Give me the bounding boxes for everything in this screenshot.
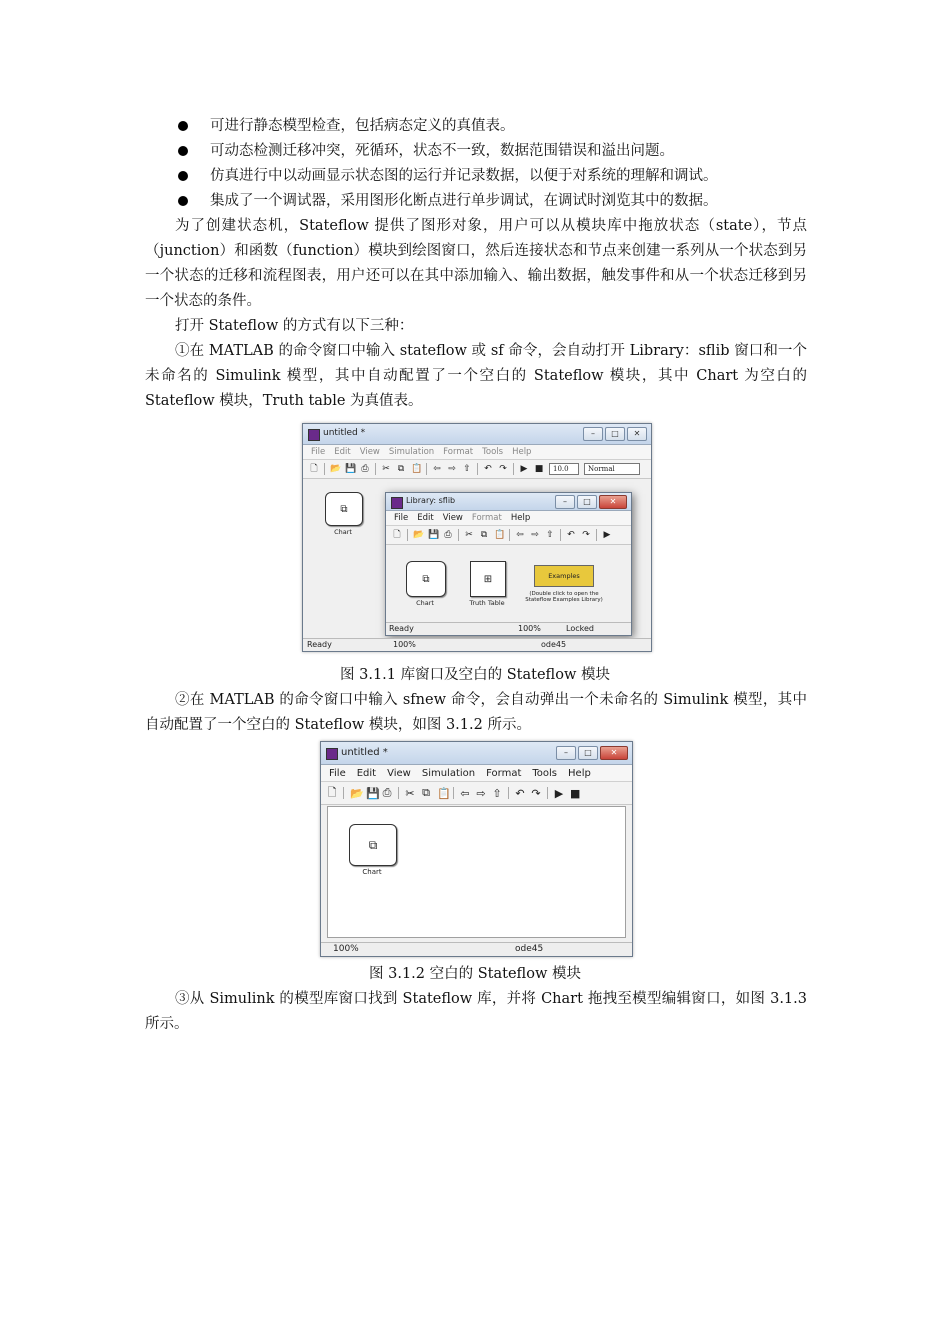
paste-icon[interactable]: 📋 [494,530,506,540]
model-status-bar [321,942,632,956]
status-locked: Locked [566,624,594,633]
separator [596,529,597,541]
separator [560,529,561,541]
chart-label: Chart [334,528,352,536]
print-icon[interactable]: ⎙ [361,464,369,474]
menu-view[interactable]: View [387,767,411,779]
bullet-dot-icon [178,171,188,181]
separator [324,463,325,475]
bullet-item [178,164,718,189]
redo-icon[interactable]: ↷ [582,530,590,540]
window-title: untitled * [323,428,366,438]
copy-icon[interactable]: ⧉ [397,464,405,474]
stop-icon[interactable]: ■ [570,786,581,800]
stateflow-chart-icon: ⧉ [422,573,430,585]
separator [508,787,509,799]
bullet-item [178,189,718,214]
play-icon[interactable]: ▶ [520,464,528,474]
print-icon[interactable]: ⎙ [444,530,452,540]
bullet-text: 集成了一个调试器，采用图形化断点进行单步调试，在调试时浏览其中的数据。 [210,193,718,209]
undo-icon[interactable]: ↶ [515,786,525,800]
menu-edit[interactable]: Edit [356,767,377,779]
menu-view[interactable]: View [442,513,463,523]
simulink-icon [308,429,320,441]
figure-caption-2: 图 3.1.2 空白的 Stateflow 模块 [369,966,581,982]
paragraph-intro: 为了创建状态机，Stateflow 提供了图形对象，用户可以从模块库中拖放状态（state），节点（junction）和函数（function）模块到绘图窗口，然后连接状态和节点来创建一系列从一个状态到另一个状态的迁移和流程图表，用户还可以在其中添加输入、输出数据，触发事件和从一个状态迁移到另一个状态的条件。 [145,218,807,309]
menu-file[interactable]: File [311,447,326,457]
print-icon[interactable]: ⎙ [382,786,392,799]
model-canvas[interactable] [327,806,626,938]
separator [407,529,408,541]
paste-icon[interactable]: 📋 [437,786,451,800]
lib-chart-block[interactable] [406,561,446,597]
menu-simulation[interactable]: Simulation [421,767,476,779]
separator [375,463,376,475]
forward-arrow-icon[interactable]: ⇨ [448,464,456,474]
undo-icon[interactable]: ↶ [567,530,575,540]
paragraph-method-3: ③从 Simulink 的模型库窗口找到 Stateflow 库，并将 Chart 拖拽至模型编辑窗口，如图 3.1.3 所示。 [145,991,807,1032]
menu-bar [321,765,632,782]
cut-icon[interactable]: ✂ [405,786,415,800]
undo-icon[interactable]: ↶ [484,464,492,474]
paragraph-method-2: ②在 MATLAB 的命令窗口中输入 sfnew 命令，会自动弹出一个未命名的 Simulink 模型，其中自动配置了一个空白的 Stateflow 模块，如图 3.1.2 所示。 [145,692,807,733]
stateflow-chart-icon: ⧉ [368,837,378,852]
separator [477,463,478,475]
toolbar [303,460,651,479]
library-title-bar [386,493,631,511]
chart-block[interactable] [349,824,397,866]
status-solver: ode45 [541,640,567,649]
minimize-button[interactable]: – [583,427,603,441]
menu-tools[interactable]: Tools [482,447,504,457]
chart-block[interactable] [325,492,363,526]
copy-icon[interactable]: ⧉ [480,530,488,540]
paragraph-method-1: ①在 MATLAB 的命令窗口中输入 stateflow 或 sf 命令，会自动打开 Library：sflib 窗口和一个未命名的 Simulink 模型，其中自动配置了一个空白的 Stateflow 模块，其中 Chart 为空白的 Stateflow 模块，Truth table 为真值表。 [145,343,807,409]
status-zoom: 100% [393,640,416,649]
paste-icon[interactable]: 📋 [411,464,423,474]
separator [343,787,344,799]
separator [398,787,399,799]
menu-help[interactable]: Help [568,767,591,779]
back-arrow-icon[interactable]: ⇦ [516,530,524,540]
bullet-item [178,139,674,164]
close-button[interactable]: ✕ [627,427,647,441]
up-arrow-icon[interactable]: ⇧ [492,786,502,800]
library-menu-bar [386,511,631,526]
copy-icon[interactable]: ⧉ [422,786,430,799]
close-button[interactable]: ✕ [600,746,628,760]
separator [509,529,510,541]
status-zoom: 100% [518,624,541,633]
separator [513,463,514,475]
stop-time-input[interactable]: 10.0 [549,463,579,475]
back-arrow-icon[interactable]: ⇦ [460,786,470,800]
separator [426,463,427,475]
lib-chart-label: Chart [416,599,434,607]
title-bar [303,424,651,445]
menu-edit[interactable]: Edit [334,447,351,457]
up-arrow-icon[interactable]: ⇧ [463,464,471,474]
bullet-dot-icon [178,146,188,156]
maximize-button[interactable]: □ [577,495,597,509]
separator [453,787,454,799]
simulink-model-window [302,423,652,652]
new-file-icon[interactable]: 🗋 [327,785,337,799]
new-file-icon[interactable]: 🗋 [310,464,318,474]
redo-icon[interactable]: ↷ [531,786,541,800]
open-folder-icon[interactable]: 📂 [350,786,364,800]
up-arrow-icon[interactable]: ⇧ [546,530,554,540]
menu-format[interactable]: Format [471,513,502,523]
model-status-bar [303,638,651,651]
minimize-button[interactable]: – [556,746,576,760]
redo-icon[interactable]: ↷ [499,464,507,474]
status-ready: Ready [389,624,414,633]
examples-block[interactable]: Examples [534,565,594,587]
maximize-button[interactable]: □ [605,427,625,441]
status-zoom: 100% [333,944,359,954]
figure-caption-1: 图 3.1.1 库窗口及空白的 Stateflow 模块 [340,667,610,683]
save-icon[interactable]: 💾 [366,786,380,800]
bullet-text: 可动态检测迁移冲突，死循环，状态不一致，数据范围错误和溢出问题。 [210,143,674,159]
back-arrow-icon[interactable]: ⇦ [433,464,441,474]
simulink-icon [326,748,338,760]
open-folder-icon[interactable]: 📂 [330,464,342,474]
menu-format[interactable]: Format [443,447,474,457]
paragraph-methods: 打开 Stateflow 的方式有以下三种： [175,318,414,334]
save-icon[interactable]: 💾 [428,530,440,540]
table-grid-icon: ⊞ [483,573,493,585]
bullet-item [178,114,515,139]
forward-arrow-icon[interactable]: ⇨ [476,786,486,800]
menu-help[interactable]: Help [510,513,531,523]
status-ready: Ready [307,640,332,649]
separator [547,787,548,799]
library-browser-icon[interactable]: ▶ [603,530,611,540]
open-folder-icon[interactable]: 📂 [413,530,425,540]
maximize-button[interactable]: □ [578,746,598,760]
sim-mode-select[interactable]: Normal [584,463,640,475]
separator [458,529,459,541]
toolbar [321,782,632,805]
forward-arrow-icon[interactable]: ⇨ [531,530,539,540]
new-file-icon[interactable]: 🗋 [393,530,401,540]
library-status-bar [386,622,631,635]
menu-file[interactable]: File [329,767,346,779]
simulink-model-window-2 [320,741,633,957]
truth-table-label: Truth Table [469,599,505,607]
library-toolbar [386,526,631,545]
menu-view[interactable]: View [359,447,380,457]
menu-tools[interactable]: Tools [532,767,558,779]
bullet-text: 可进行静态模型检查，包括病态定义的真值表。 [210,118,515,134]
bullet-dot-icon [178,196,188,206]
stop-icon[interactable]: ■ [534,464,544,474]
title-bar [321,742,632,765]
library-window [385,492,632,636]
library-title: Library: sflib [406,496,456,505]
close-button[interactable]: ✕ [599,495,627,509]
stateflow-chart-icon: ⧉ [340,503,348,515]
window-title: untitled * [341,747,388,758]
library-icon [391,497,403,509]
menu-simulation[interactable]: Simulation [388,447,435,457]
truth-table-block[interactable] [470,561,506,597]
chart-label: Chart [362,868,382,876]
cut-icon[interactable]: ✂ [382,464,390,474]
bullet-text: 仿真进行中以动画显示状态图的运行并记录数据，以便于对系统的理解和调试。 [210,168,718,184]
menu-format[interactable]: Format [486,767,522,779]
status-solver: ode45 [515,944,544,954]
menu-help[interactable]: Help [512,447,532,457]
minimize-button[interactable]: – [555,495,575,509]
menu-bar [303,445,651,460]
menu-file[interactable]: File [394,513,409,523]
play-icon[interactable]: ▶ [554,786,564,800]
examples-note: (Double click to open the Stateflow Examples Library) [525,591,603,603]
menu-edit[interactable]: Edit [417,513,434,523]
bullet-dot-icon [178,121,188,131]
cut-icon[interactable]: ✂ [465,530,473,540]
save-icon[interactable]: 💾 [345,464,357,474]
